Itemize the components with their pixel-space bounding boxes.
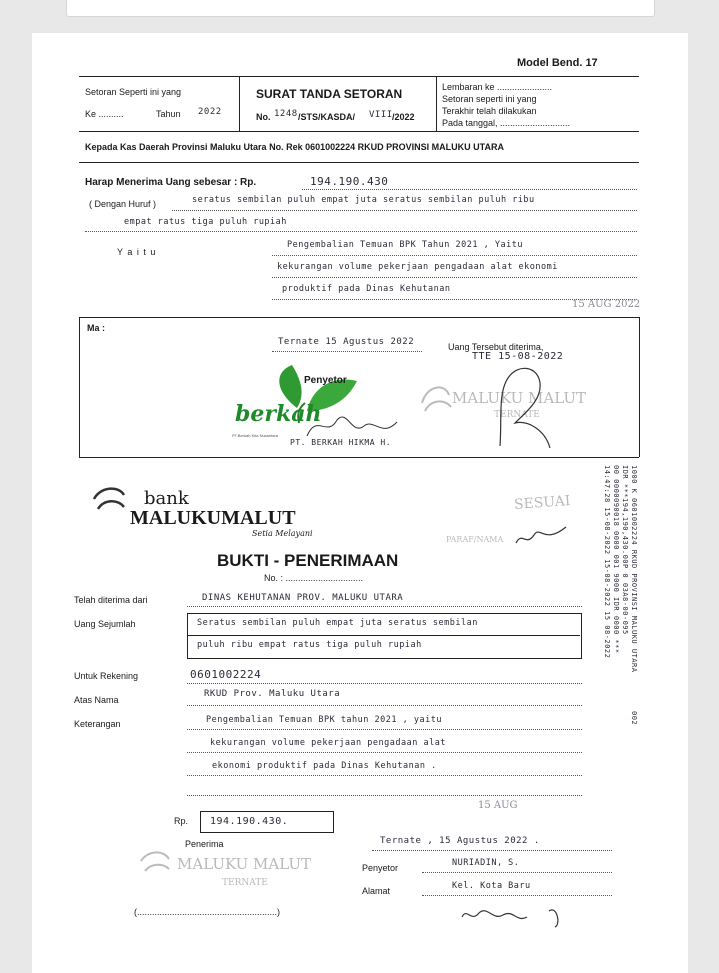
- bukti-penyetor-dots: [422, 872, 612, 873]
- bukti-ket-label: Keterangan: [74, 719, 121, 729]
- bukti-diterima-dots: [187, 606, 582, 607]
- sts-place-date: Ternate 15 Agustus 2022: [278, 337, 415, 347]
- sts-words-label: ( Dengan Huruf ): [89, 199, 157, 209]
- validation-line5: 002: [630, 711, 638, 726]
- bank-logo-icon: [90, 483, 130, 523]
- sts-bottom-rule: [79, 457, 639, 458]
- bukti-uang-line2: puluh ribu empat ratus tiga puluh rupiah: [197, 640, 422, 650]
- sts-purpose-line1: Pengembalian Temuan BPK Tahun 2021 , Yaitu: [287, 240, 523, 250]
- sts-amount-label: Harap Menerima Uang sebesar : Rp.: [85, 177, 257, 188]
- sts-received-label: Uang Tersebut diterima,: [448, 342, 544, 352]
- bukti-rp-label: Rp.: [174, 816, 189, 826]
- bukti-place-date: Ternate , 15 Agustus 2022 .: [380, 836, 540, 846]
- signature-scribble-icon: [302, 408, 412, 443]
- bukti-title: BUKTI - PENERIMAAN: [217, 551, 399, 570]
- validation-line1: 1000 K 0601002224 RKUD PROVINSI MALUKU UTARA: [630, 465, 638, 673]
- bukti-ket-dots1: [187, 729, 582, 730]
- bukti-rekening-dots: [187, 683, 582, 684]
- form-code: Model Bend. 17: [517, 57, 598, 69]
- bukti-ket-line3: ekonomi produktif pada Dinas Kehutanan .: [212, 761, 437, 771]
- validation-line4: 14:47:28 15-08-2022 15-08-2022 15 08-2022: [603, 465, 611, 659]
- sts-words-line2: empat ratus tiga puluh rupiah: [124, 217, 287, 227]
- header-bottom-rule: [79, 131, 639, 132]
- bukti-uang-line1: Seratus sembilan puluh empat juta seratus sembilan: [197, 618, 478, 628]
- header-right-line3: Terakhir telah dilakukan: [442, 106, 537, 116]
- header-left-line1: Setoran Seperti ini yang: [85, 87, 182, 97]
- bukti-alamat-value: Kel. Kota Baru: [452, 881, 531, 891]
- company-logo-text: berkah: [235, 401, 322, 427]
- header-right-line1: Lembaran ke ......................: [442, 82, 553, 92]
- sts-right-border: [639, 317, 640, 457]
- bukti-ket-line2: kekurangan volume pekerjaan pengadaan alat: [210, 738, 446, 748]
- header-no-suffix: /STS/KASDA/: [298, 112, 356, 122]
- validation-print: [603, 465, 662, 726]
- bukti-alamat-dots: [422, 895, 612, 896]
- sts-purpose-line2: kekurangan volume pekerjaan pengadaan alat ekonomi: [277, 262, 558, 272]
- bukti-nama-value: RKUD Prov. Maluku Utara: [204, 689, 341, 699]
- bukti-nama-dots: [187, 705, 582, 706]
- sts-amount-value: 194.190.430: [310, 175, 389, 188]
- bukti-ket-dots3: [187, 775, 582, 776]
- bukti-rp-value: 194.190.430.: [210, 816, 289, 827]
- bukti-penerima-label: Penerima: [185, 839, 224, 849]
- sts-received-date: TTE 15-08-2022: [472, 351, 564, 362]
- header-divider-left: [239, 76, 240, 131]
- sts-words-dots1: [172, 210, 637, 211]
- bukti-spare-dots: [187, 795, 582, 796]
- sts-words-dots2: [85, 231, 637, 232]
- sts-purpose-line3: produktif pada Dinas Kehutanan: [282, 284, 451, 294]
- bank-stamp-paraf: PARAF/NAMA: [446, 535, 504, 544]
- company-signature-name: PT. BERKAH HIKMA H.: [290, 438, 392, 447]
- header-right-line4: Pada tanggal, ............................: [442, 118, 571, 128]
- sts-purpose-dots2: [272, 277, 637, 278]
- form-title: SURAT TANDA SETORAN: [256, 87, 403, 101]
- header-tahun-value: 2022: [198, 107, 222, 117]
- bukti-ket-dots2: [187, 752, 582, 753]
- header-no-month: VIII: [369, 110, 393, 120]
- stamp-logo-icon: [417, 373, 457, 423]
- header-left-ke: Ke ..........: [85, 109, 124, 119]
- bank-tagline: Setia Melayani: [252, 529, 313, 538]
- sts-penyetor-label: Penyetor: [304, 375, 347, 386]
- document-page: [32, 33, 688, 973]
- recipient-rule: [79, 162, 639, 163]
- bukti-stamp-main: MALUKU MALUT: [177, 855, 312, 873]
- header-no-year: /2022: [392, 112, 415, 122]
- company-small-text: PT.Berkah Kita Nusantara: [232, 433, 279, 438]
- bracket-dots: ........................................................: [137, 907, 278, 917]
- sts-place-dots: [272, 351, 422, 352]
- sts-stamp-main: MALUKU MALUT: [452, 389, 587, 407]
- bukti-diterima-value: DINAS KEHUTANAN PROV. MALUKU UTARA: [202, 593, 404, 603]
- previous-message-card: [66, 0, 655, 17]
- header-no-label: No.: [256, 112, 271, 122]
- bukti-rekening-label: Untuk Rekening: [74, 671, 139, 681]
- sts-yaitu-label: Y a i t u: [117, 247, 157, 257]
- sts-ma-label: Ma :: [87, 323, 105, 333]
- bukti-no-label: No. : ...............................: [264, 573, 364, 583]
- bukti-date-stamp: 15 AUG: [478, 800, 518, 811]
- bukti-penyetor-value: NURIADIN, S.: [452, 858, 520, 868]
- depositor-signature-icon: [457, 901, 587, 929]
- sts-stamp-sub: TERNATE: [494, 410, 540, 420]
- sts-left-border: [79, 317, 80, 457]
- sts-words-line1: seratus sembilan puluh empat juta seratus sembilan puluh ribu: [192, 195, 535, 205]
- bukti-rekening-value: 0601002224: [190, 668, 262, 681]
- bukti-ket-line1: Pengembalian Temuan BPK tahun 2021 , yaitu: [206, 715, 442, 725]
- bukti-stamp-sub: TERNATE: [222, 878, 268, 888]
- bracket-right: ): [277, 907, 281, 917]
- bukti-uang-divider: [187, 635, 580, 636]
- header-no-value: 1248: [274, 109, 298, 119]
- treasurer-signature-icon: [490, 358, 560, 453]
- bukti-place-dots: [372, 850, 612, 851]
- bank-signature-icon: [512, 521, 572, 551]
- sts-amount-dots: [302, 189, 637, 190]
- header-divider-right: [436, 76, 437, 131]
- bank-stamp-sesuai: SESUAI: [513, 493, 571, 513]
- recipient-line: Kepada Kas Daerah Provinsi Maluku Utara No. Rek 0601002224 RKUD PROVINSI MALUKU UTARA: [85, 142, 504, 152]
- bukti-nama-label: Atas Nama: [74, 695, 119, 705]
- bukti-uang-label: Uang Sejumlah: [74, 619, 136, 629]
- bukti-bracket: [134, 907, 280, 917]
- bukti-penyetor-label: Penyetor: [362, 863, 399, 873]
- bracket-left: (: [134, 907, 137, 917]
- bank-stamp-logo-icon: [137, 845, 177, 885]
- bukti-alamat-label: Alamat: [362, 886, 391, 896]
- validation-line3: 00 0000090018 0000 001 9000 IDR 0000 ***: [612, 465, 620, 654]
- bukti-diterima-label: Telah diterima dari: [74, 595, 148, 605]
- bank-name-small: bank: [144, 488, 189, 509]
- bank-name-big: MALUKUMALUT: [130, 507, 296, 529]
- validation-line2: IDR ***194,190,430.00P 0 03A8-00-095: [621, 465, 629, 635]
- header-tahun-label: Tahun: [156, 109, 181, 119]
- sts-purpose-dots1: [272, 255, 637, 256]
- header-right-line2: Setoran seperti ini yang: [442, 94, 537, 104]
- sts-date-stamp: 15 AUG 2022: [572, 299, 641, 310]
- sts-body-rule: [79, 317, 639, 318]
